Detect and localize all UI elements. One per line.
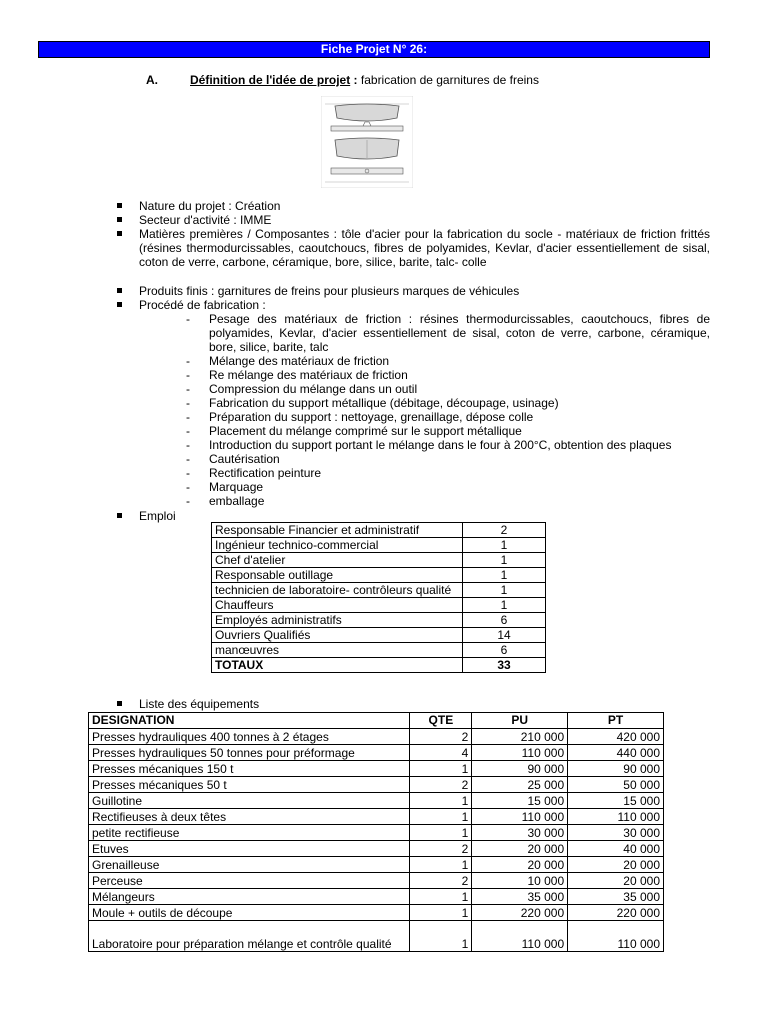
pu-cell: 30 000 (472, 825, 568, 841)
list-item (117, 227, 710, 269)
pt-cell: 40 000 (568, 841, 664, 857)
pt-cell: 110 000 (568, 921, 664, 952)
qte-cell: 1 (410, 761, 472, 777)
process-step: - Rectification peinture (186, 466, 322, 480)
qte-cell: 1 (410, 889, 472, 905)
table-row (212, 598, 546, 613)
total-row (212, 658, 546, 673)
emploi-table (211, 522, 546, 673)
table-row (89, 905, 664, 921)
pt-cell: 50 000 (568, 777, 664, 793)
list-item (117, 284, 710, 298)
list-item (117, 298, 710, 312)
bullet-icon (117, 217, 122, 222)
qte-cell: 1 (410, 809, 472, 825)
equipements-table (88, 712, 664, 952)
section-a (146, 73, 539, 87)
emploi-label: Emploi (139, 509, 176, 523)
pu-cell: 110 000 (472, 921, 568, 952)
count-cell: 14 (463, 628, 546, 643)
process-steps (184, 312, 710, 508)
table-row (89, 841, 664, 857)
process-step-text: Pesage des matériaux de friction : résines thermodurcissables, caoutchoucs, fibres de polyamides, Kevlar, d'acier essentiellement de sisal, coton de verre, carbone, céramique, bore, silice, barite, talc (209, 312, 710, 354)
role-cell: Chauffeurs (212, 598, 463, 613)
bullet-list-2 (117, 284, 710, 312)
header-pu: PU (472, 713, 568, 729)
bullet-icon (117, 203, 122, 208)
pu-cell: 35 000 (472, 889, 568, 905)
pu-cell: 220 000 (472, 905, 568, 921)
qte-cell: 2 (410, 841, 472, 857)
count-cell: 1 (463, 598, 546, 613)
pu-cell: 15 000 (472, 793, 568, 809)
bullet-icon (117, 302, 122, 307)
list-item (117, 199, 710, 213)
pt-cell: 30 000 (568, 825, 664, 841)
qte-cell: 2 (410, 729, 472, 745)
process-step: - Introduction du support portant le mélange dans le four à 200°C, obtention des plaques (186, 438, 672, 452)
count-cell: 1 (463, 583, 546, 598)
pt-cell: 90 000 (568, 761, 664, 777)
role-cell: Ouvriers Qualifiés (212, 628, 463, 643)
table-row (212, 553, 546, 568)
process-step-text: Préparation du support : nettoyage, grenaillage, dépose colle (209, 410, 534, 424)
process-step-text: Rectification peinture (209, 466, 322, 480)
table-row (89, 825, 664, 841)
process-step-text: Introduction du support portant le mélange dans le four à 200°C, obtention des plaques (209, 438, 672, 452)
bullet-icon (117, 231, 122, 236)
section-text: fabrication de garnitures de freins (357, 73, 539, 87)
pt-cell: 110 000 (568, 809, 664, 825)
list-item-text: Procédé de fabrication : (139, 298, 266, 312)
designation-cell: Presses hydrauliques 50 tonnes pour préformage (89, 745, 410, 761)
table-row (212, 628, 546, 643)
section-colon: : (350, 73, 358, 87)
table-header-row (89, 713, 664, 729)
designation-cell: Perceuse (89, 873, 410, 889)
section-letter: A. (146, 73, 158, 87)
designation-cell: Presses hydrauliques 400 tonnes à 2 étages (89, 729, 410, 745)
table-row (89, 729, 664, 745)
designation-cell: Moule + outils de découpe (89, 905, 410, 921)
total-label: TOTAUX (212, 658, 463, 673)
process-step: - Pesage des matériaux de friction : résines thermodurcissables, caoutchoucs, fibres de polyamides, Kevlar, d'acier essentiellement de sisal, coton de verre, carbone, céramique, bore, silice, barite, talc (186, 312, 710, 354)
table-row (89, 873, 664, 889)
pu-cell: 210 000 (472, 729, 568, 745)
bullet-icon (117, 513, 122, 518)
process-step: - Re mélange des matériaux de friction (186, 368, 408, 382)
process-step-text: emballage (209, 494, 265, 508)
role-cell: Responsable outillage (212, 568, 463, 583)
pu-cell: 90 000 (472, 761, 568, 777)
table-row (212, 613, 546, 628)
pu-cell: 20 000 (472, 841, 568, 857)
emploi-bullet (117, 509, 710, 523)
table-row (212, 568, 546, 583)
designation-cell: Mélangeurs (89, 889, 410, 905)
bullet-icon (117, 701, 122, 706)
qte-cell: 1 (410, 921, 472, 952)
list-item-text: Nature du projet : Création (139, 199, 281, 213)
table-row (89, 889, 664, 905)
qte-cell: 1 (410, 793, 472, 809)
designation-cell: Presses mécaniques 50 t (89, 777, 410, 793)
role-cell: Responsable Financier et administratif (212, 523, 463, 538)
table-row (89, 857, 664, 873)
designation-cell: Rectifieuses à deux têtes (89, 809, 410, 825)
list-item (117, 509, 710, 523)
list-item (117, 213, 710, 227)
role-cell: manœuvres (212, 643, 463, 658)
table-row (89, 745, 664, 761)
page-title: Fiche Projet N° 26: (38, 41, 710, 58)
designation-cell: Guillotine (89, 793, 410, 809)
list-item-text: Matières premières / Composantes : tôle d'acier pour la fabrication du socle - matériaux de friction frittés (résines thermodurcissables, caoutchoucs, fibres de polyamides, Kevlar, d'acier essentiellement de sisal, coton de verre, carbone, céramique, bore, silice, barite, talc- colle (139, 227, 710, 269)
process-step: - Préparation du support : nettoyage, grenaillage, dépose colle (186, 410, 534, 424)
table-row (89, 921, 664, 952)
pt-cell: 440 000 (568, 745, 664, 761)
pt-cell: 20 000 (568, 857, 664, 873)
equipements-bullet (117, 697, 710, 711)
pu-cell: 110 000 (472, 809, 568, 825)
pu-cell: 10 000 (472, 873, 568, 889)
count-cell: 1 (463, 568, 546, 583)
process-step: - Mélange des matériaux de friction (186, 354, 390, 368)
count-cell: 2 (463, 523, 546, 538)
role-cell: Employés administratifs (212, 613, 463, 628)
count-cell: 6 (463, 643, 546, 658)
count-cell: 1 (463, 553, 546, 568)
table-row (89, 761, 664, 777)
pu-cell: 20 000 (472, 857, 568, 873)
designation-cell: petite rectifieuse (89, 825, 410, 841)
table-row (212, 523, 546, 538)
qte-cell: 1 (410, 905, 472, 921)
designation-cell: Etuves (89, 841, 410, 857)
pt-cell: 20 000 (568, 873, 664, 889)
qte-cell: 2 (410, 777, 472, 793)
brake-pad-icon (321, 96, 413, 188)
process-step: - Cautérisation (186, 452, 280, 466)
bullet-list-1 (117, 199, 710, 269)
count-cell: 1 (463, 538, 546, 553)
designation-cell: Laboratoire pour préparation mélange et contrôle qualité (89, 921, 410, 952)
pt-cell: 220 000 (568, 905, 664, 921)
process-step-text: Placement du mélange comprimé sur le support métallique (209, 424, 522, 438)
role-cell: Chef d'atelier (212, 553, 463, 568)
list-item-text: Produits finis : garnitures de freins pour plusieurs marques de véhicules (139, 284, 520, 298)
table-row (89, 793, 664, 809)
designation-cell: Grenailleuse (89, 857, 410, 873)
pt-cell: 15 000 (568, 793, 664, 809)
header-designation: DESIGNATION (89, 713, 410, 729)
qte-cell: 4 (410, 745, 472, 761)
process-step-text: Re mélange des matériaux de friction (209, 368, 408, 382)
process-step-text: Fabrication du support métallique (débitage, découpage, usinage) (209, 396, 559, 410)
pt-cell: 420 000 (568, 729, 664, 745)
section-heading: Définition de l'idée de projet (190, 73, 351, 87)
designation-cell: Presses mécaniques 150 t (89, 761, 410, 777)
process-step: - Placement du mélange comprimé sur le support métallique (186, 424, 522, 438)
role-cell: technicien de laboratoire- contrôleurs qualité (212, 583, 463, 598)
total-value: 33 (463, 658, 546, 673)
table-row (212, 538, 546, 553)
process-step: - emballage (186, 494, 265, 508)
table-row (89, 777, 664, 793)
table-row (89, 809, 664, 825)
process-step-text: Marquage (209, 480, 264, 494)
header-pt: PT (568, 713, 664, 729)
qte-cell: 1 (410, 825, 472, 841)
pu-cell: 110 000 (472, 745, 568, 761)
bullet-icon (117, 288, 122, 293)
list-item (117, 697, 710, 711)
process-step-text: Cautérisation (209, 452, 280, 466)
role-cell: Ingénieur technico-commercial (212, 538, 463, 553)
process-step: - Fabrication du support métallique (débitage, découpage, usinage) (186, 396, 559, 410)
process-step-text: Mélange des matériaux de friction (209, 354, 390, 368)
process-step: - Marquage (186, 480, 264, 494)
list-item-text: Secteur d'activité : IMME (139, 213, 272, 227)
table-row (212, 643, 546, 658)
header-qte: QTE (410, 713, 472, 729)
table-row (212, 583, 546, 598)
pt-cell: 35 000 (568, 889, 664, 905)
qte-cell: 2 (410, 873, 472, 889)
equipements-label: Liste des équipements (139, 697, 260, 711)
pu-cell: 25 000 (472, 777, 568, 793)
qte-cell: 1 (410, 857, 472, 873)
process-step: - Compression du mélange dans un outil (186, 382, 418, 396)
count-cell: 6 (463, 613, 546, 628)
process-step-text: Compression du mélange dans un outil (209, 382, 418, 396)
